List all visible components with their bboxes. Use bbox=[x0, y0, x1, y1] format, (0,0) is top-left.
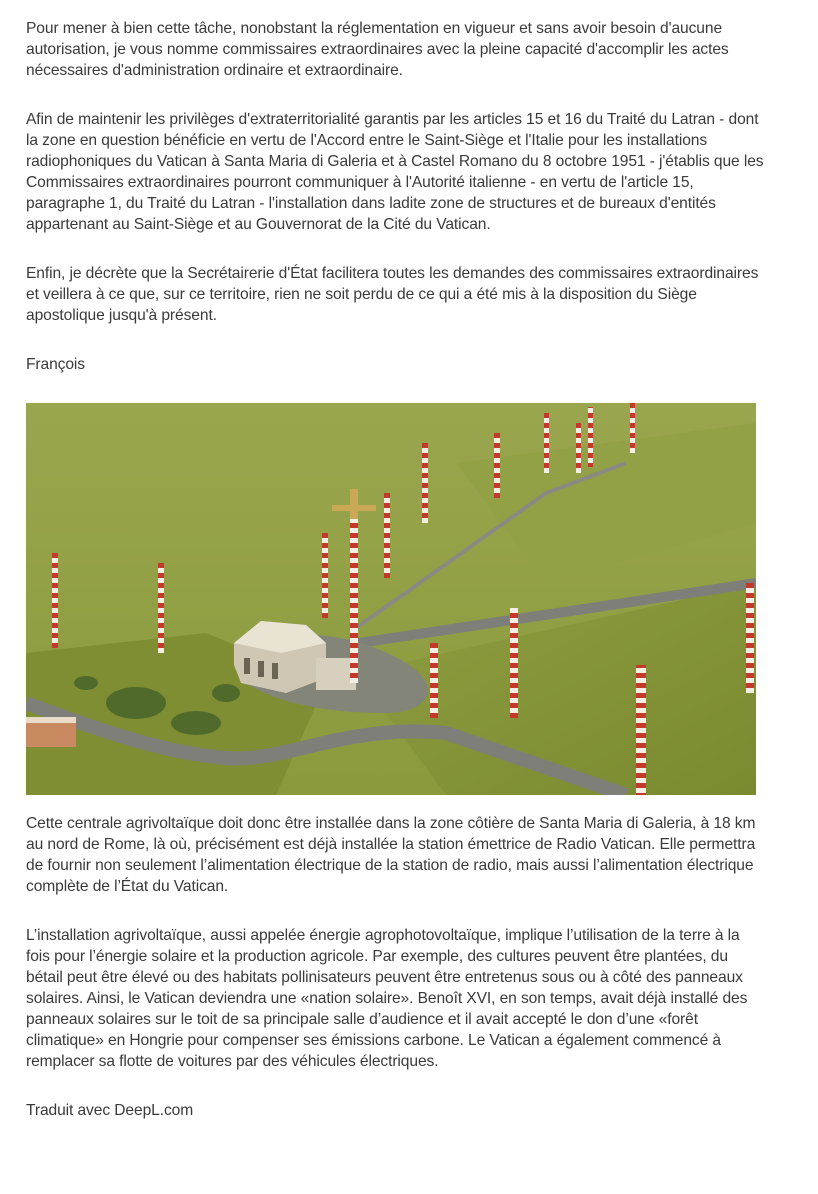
paragraph-extraterritoriality: Afin de maintenir les privilèges d'extraterritorialité garantis par les articles 15 et 16 du Traité du Latran - dont la zone en question bénéficie en vertu de l'Accord entre le Saint-Siège et l'Italie pour les installations radiophoniques du Vatican à Santa Maria di Galeria et à Castel Romano du 8 octobre 1951 - j'établis que les Commissaires extraordinaires pourront communiquer à l'Autorité italienne - en vertu de l'article 15, paragraphe 1, du Traité du Latran - l'installation dans ladite zone de structures et de bureaux d'entités appartenant au Saint-Siège et au Gouvernorat de la Cité du Vatican. bbox=[26, 111, 764, 233]
small-building bbox=[26, 721, 76, 747]
paragraph-commissioners: Pour mener à bien cette tâche, nonobstant la réglementation en vigueur et sans avoir besoin d'aucune autorisation, je vous nomme commissaires extraordinaires avec la pleine capacité d'accomplir les actes nécessaires d'administration ordinaire et extraordinaire. bbox=[26, 20, 729, 79]
signature: François bbox=[26, 356, 85, 373]
paragraph-agrivoltaic-plant: Cette centrale agrivoltaïque doit donc être installée dans la zone côtière de Santa Maria di Galeria, à 18 km au nord de Rome, là où, précisément est déjà installée la station émettrice de Radio Vatican. Elle permettra de fournir non seulement l’alimentation électrique de la station de radio, mais aussi l’alimentation électrique complète de l’État du Vatican. bbox=[26, 815, 756, 895]
paragraph-agrivoltaic-definition: L’installation agrivoltaïque, aussi appelée énergie agrophotovoltaïque, implique l’utilisation de la terre à la fois pour l’énergie solaire et la production agricole. Par exemple, des cultures peuvent être plantées, du bétail peut être élevé ou des habitats pollinisateurs peuvent être entretenus sous ou à côté des panneaux solaires. Ainsi, le Vatican deviendra une «nation solaire». Benoît XVI, en son temps, avait déjà installé des panneaux solaires sur le toit de sa principale salle d’audience et il avait accepté le don d’une «forêt climatique» en Hongrie pour compenser ses émissions carbone. Le Vatican a également commencé à remplacer sa flotte de voitures par des véhicules électriques. bbox=[26, 927, 748, 1070]
article-body bbox=[26, 18, 766, 1121]
paragraph-secretariat: Enfin, je décrète que la Secrétairerie d'État facilitera toutes les demandes des commissaires extraordinaires et veillera à ce que, sur ce territoire, rien ne soit perdu de ce qui a été mis à la disposition du Siège apostolique jusqu'à présent. bbox=[26, 265, 759, 324]
radio-vatican-aerial-photo bbox=[26, 403, 756, 795]
translation-credit: Traduit avec DeepL.com bbox=[26, 1102, 194, 1119]
